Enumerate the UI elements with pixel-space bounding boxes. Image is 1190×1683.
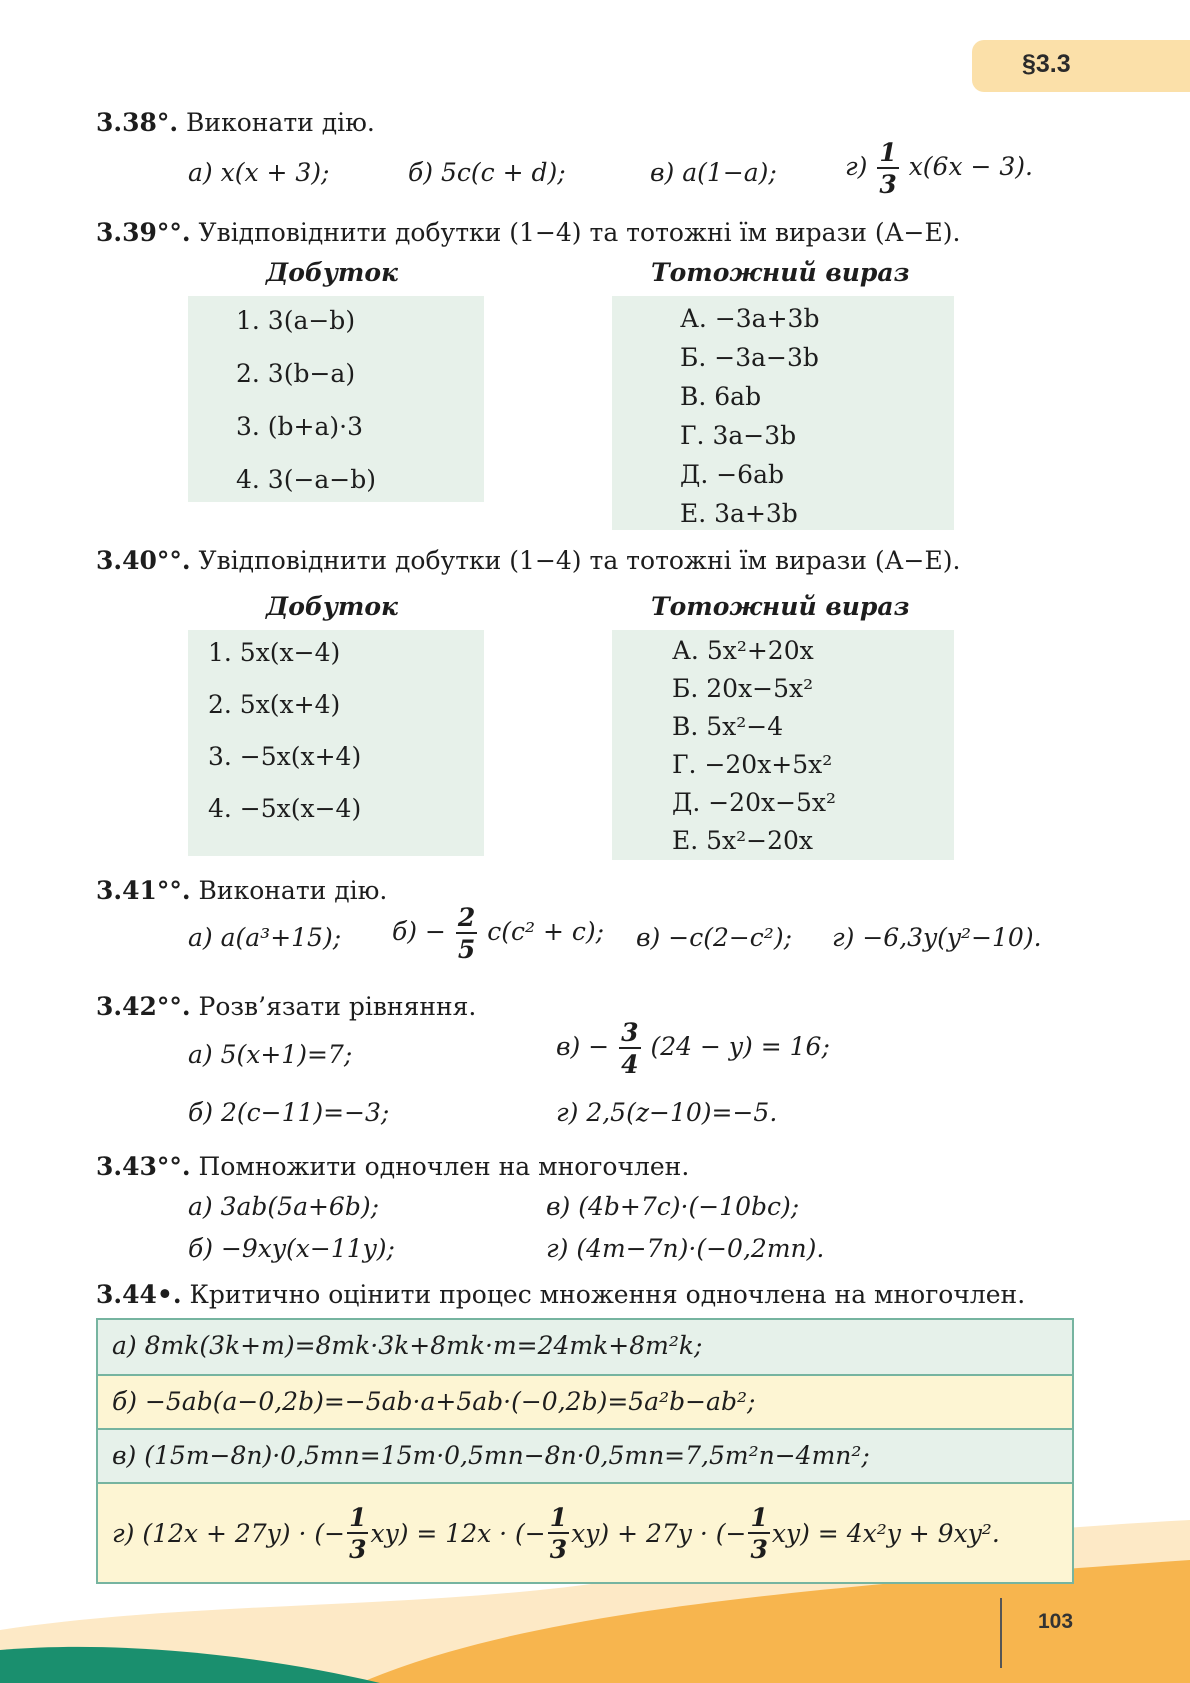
expression-item: Д. −6ab	[680, 460, 784, 489]
expression-item: Б. −3a−3b	[680, 343, 819, 372]
fraction-denominator: 3	[879, 170, 897, 199]
problem-3-39-title	[96, 218, 960, 247]
item-label: в) −	[556, 1032, 610, 1061]
solution-row	[98, 1482, 1072, 1582]
fraction	[456, 905, 477, 962]
problem-number: 3.42°°.	[96, 992, 191, 1021]
right-column-header: Тотожний вираз	[651, 258, 910, 287]
fraction	[347, 1502, 368, 1564]
problem-3-41-b	[392, 905, 604, 962]
fraction	[548, 1502, 569, 1564]
fraction-denominator: 3	[349, 1534, 367, 1564]
problem-3-38-b: б) 5c(c + d);	[408, 158, 566, 187]
problem-task: Критично оцінити процес множення одночлена на многочлен.	[189, 1280, 1026, 1309]
problem-3-42-b: б) 2(c−11)=−3;	[188, 1098, 390, 1127]
expression: xy) + 27y · (−	[571, 1518, 747, 1548]
fraction-numerator: 1	[549, 1502, 568, 1532]
product-item: 3. −5x(x+4)	[208, 742, 362, 771]
fraction-numerator: 1	[349, 1502, 367, 1532]
fraction	[748, 1502, 769, 1564]
solution-row: б) −5ab(a−0,2b)=−5ab·a+5ab·(−0,2b)=5a²b−ab²;	[98, 1374, 1072, 1428]
expression-item: В. 6ab	[680, 382, 762, 411]
problem-number: 3.40°°.	[96, 546, 191, 575]
page-number: 103	[1038, 1610, 1074, 1633]
problem-task: Увідповіднити добутки (1−4) та тотожні їм вирази (А−Е).	[198, 218, 961, 247]
problem-3-38-c: в) a(1−a);	[650, 158, 777, 187]
expression-item: Г. −20x+5x²	[672, 750, 833, 779]
expression-item: Г. 3a−3b	[680, 421, 797, 450]
problem-3-43-title	[96, 1152, 689, 1181]
left-column-header: Добуток	[266, 592, 398, 621]
fraction-numerator: 2	[457, 903, 476, 932]
fraction	[619, 1020, 640, 1077]
expression-item: А. 5x²+20x	[672, 636, 814, 665]
problem-number: 3.41°°.	[96, 876, 191, 905]
problem-3-44-title	[96, 1280, 1025, 1309]
right-column-header: Тотожний вираз	[651, 592, 910, 621]
solution-row: в) (15m−8n)·0,5mn=15m·0,5mn−8n·0,5mn=7,5m²n−4mn²;	[98, 1428, 1072, 1482]
expression: xy) = 4x²y + 9xy².	[771, 1518, 1000, 1548]
problem-task: Помножити одночлен на многочлен.	[198, 1152, 690, 1181]
problem-3-41-a: а) a(a³+15);	[188, 923, 342, 952]
problem-3-43-b: б) −9xy(x−11y);	[188, 1234, 395, 1263]
problem-task: Розв’язати рівняння.	[198, 992, 477, 1021]
left-column-header: Добуток	[266, 258, 398, 287]
expression-item: Д. −20x−5x²	[672, 788, 837, 817]
solutions-table	[96, 1318, 1074, 1584]
problem-3-42-title	[96, 992, 476, 1021]
expression-item: Б. 20x−5x²	[672, 674, 814, 703]
problem-3-42-c	[556, 1020, 830, 1077]
problem-3-41-d: г) −6,3y(y²−10).	[832, 923, 1042, 952]
product-item: 3. (b+a)·3	[236, 412, 364, 441]
product-item: 4. 3(−a−b)	[236, 465, 377, 494]
product-item: 1. 5x(x−4)	[208, 638, 341, 667]
expression: (24 − y) = 16;	[650, 1032, 830, 1061]
problem-3-43-a: а) 3ab(5a+6b);	[188, 1192, 380, 1221]
fraction-denominator: 3	[549, 1534, 568, 1564]
item-label: г)	[845, 152, 868, 181]
solution-row: а) 8mk(3k+m)=8mk·3k+8mk·m=24mk+8m²k;	[98, 1320, 1072, 1374]
product-item: 2. 5x(x+4)	[208, 690, 341, 719]
expression: xy) = 12x · (−	[370, 1518, 546, 1548]
expression-item: Е. 5x²−20x	[672, 826, 814, 855]
fraction-denominator: 3	[750, 1534, 768, 1564]
expression-item: В. 5x²−4	[672, 712, 784, 741]
expression-item: Е. 3a+3b	[680, 499, 798, 528]
problem-number: 3.38°.	[96, 108, 179, 137]
problem-3-40-title	[96, 546, 960, 575]
problem-number: 3.39°°.	[96, 218, 191, 247]
fraction-denominator: 4	[621, 1050, 639, 1079]
problem-3-41-c: в) −c(2−c²);	[636, 923, 793, 952]
problem-3-43-c: в) (4b+7c)·(−10bc);	[546, 1192, 800, 1221]
fraction-denominator: 5	[457, 935, 476, 964]
problem-task: Виконати дію.	[198, 876, 388, 905]
problem-3-41-title	[96, 876, 387, 905]
section-label: §3.3	[1022, 50, 1071, 78]
problem-3-38-d	[845, 140, 1033, 197]
page-number-divider	[1000, 1598, 1002, 1668]
problem-task: Увідповіднити добутки (1−4) та тотожні їм вирази (А−Е).	[198, 546, 961, 575]
problem-number: 3.43°°.	[96, 1152, 191, 1181]
product-item: 2. 3(b−a)	[236, 359, 356, 388]
expression: x(6x − 3).	[908, 152, 1034, 181]
fraction-numerator: 1	[879, 138, 897, 167]
problem-3-42-a: а) 5(x+1)=7;	[188, 1040, 353, 1069]
product-item: 4. −5x(x−4)	[208, 794, 362, 823]
problem-3-42-d: г) 2,5(z−10)=−5.	[556, 1098, 778, 1127]
fraction-numerator: 3	[621, 1018, 639, 1047]
expression-item: А. −3a+3b	[680, 304, 820, 333]
expression: г) (12x + 27y) · (−	[112, 1518, 346, 1548]
problem-3-38-a: а) x(x + 3);	[188, 158, 330, 187]
fraction-numerator: 1	[750, 1502, 768, 1532]
problem-3-43-d: г) (4m−7n)·(−0,2mn).	[546, 1234, 825, 1263]
section-tab	[972, 40, 1190, 92]
product-item: 1. 3(a−b)	[236, 306, 356, 335]
item-label: б) −	[392, 917, 446, 946]
fraction	[877, 140, 898, 197]
expression: c(c² + c);	[487, 917, 605, 946]
problem-task: Виконати дію.	[186, 108, 375, 137]
problem-3-38-title	[96, 108, 375, 137]
problem-number: 3.44•.	[96, 1280, 182, 1309]
